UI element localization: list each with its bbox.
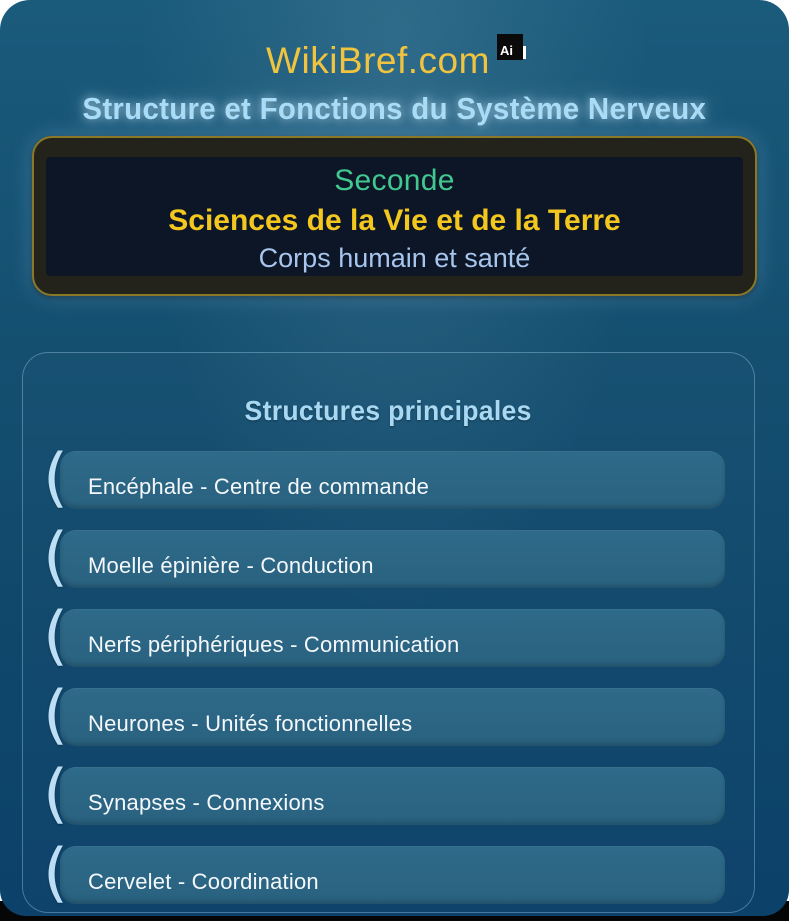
structures-list	[23, 441, 754, 911]
list-item[interactable]	[43, 836, 725, 911]
course-level-label: Seconde	[334, 164, 455, 197]
list-item-label: Neurones - Unités fonctionnelles	[88, 711, 413, 736]
course-subject-label: Sciences de la Vie et de la Terre	[168, 203, 621, 237]
site-title-link[interactable]: WikiBref.com	[266, 40, 490, 81]
ai-logo-label: Ai	[499, 43, 513, 58]
bracket-glyph-icon: (	[43, 520, 68, 595]
page-title	[0, 90, 789, 127]
site-header	[0, 0, 789, 82]
list-item-label: Cervelet - Coordination	[88, 869, 319, 894]
list-item-label: Encéphale - Centre de commande	[88, 474, 430, 499]
ai-logo-icon	[497, 34, 523, 60]
list-item-label: Synapses - Connexions	[88, 790, 325, 815]
structures-card	[22, 352, 755, 913]
course-theme-label: Corps humain et santé	[258, 243, 531, 273]
bracket-glyph-icon: (	[43, 599, 68, 674]
course-info-box	[32, 136, 757, 296]
list-item-label: Moelle épinière - Conduction	[88, 553, 374, 578]
list-item[interactable]	[43, 757, 725, 832]
bracket-glyph-icon: (	[43, 836, 68, 911]
bracket-glyph-icon: (	[43, 441, 68, 516]
bracket-glyph-icon: (	[43, 678, 68, 753]
list-item[interactable]	[43, 599, 725, 674]
bracket-glyph-icon: (	[43, 757, 68, 832]
list-item[interactable]	[43, 520, 725, 595]
list-item[interactable]	[43, 441, 725, 516]
page-title-text: Structure et Fonctions du Système Nerveux	[82, 91, 707, 126]
structures-section-heading	[23, 395, 754, 427]
list-item-label: Nerfs périphériques - Communication	[88, 632, 460, 657]
course-info-inner-panel	[46, 157, 743, 276]
list-item[interactable]	[43, 678, 725, 753]
structures-section-heading-text: Structures principales	[244, 395, 533, 426]
